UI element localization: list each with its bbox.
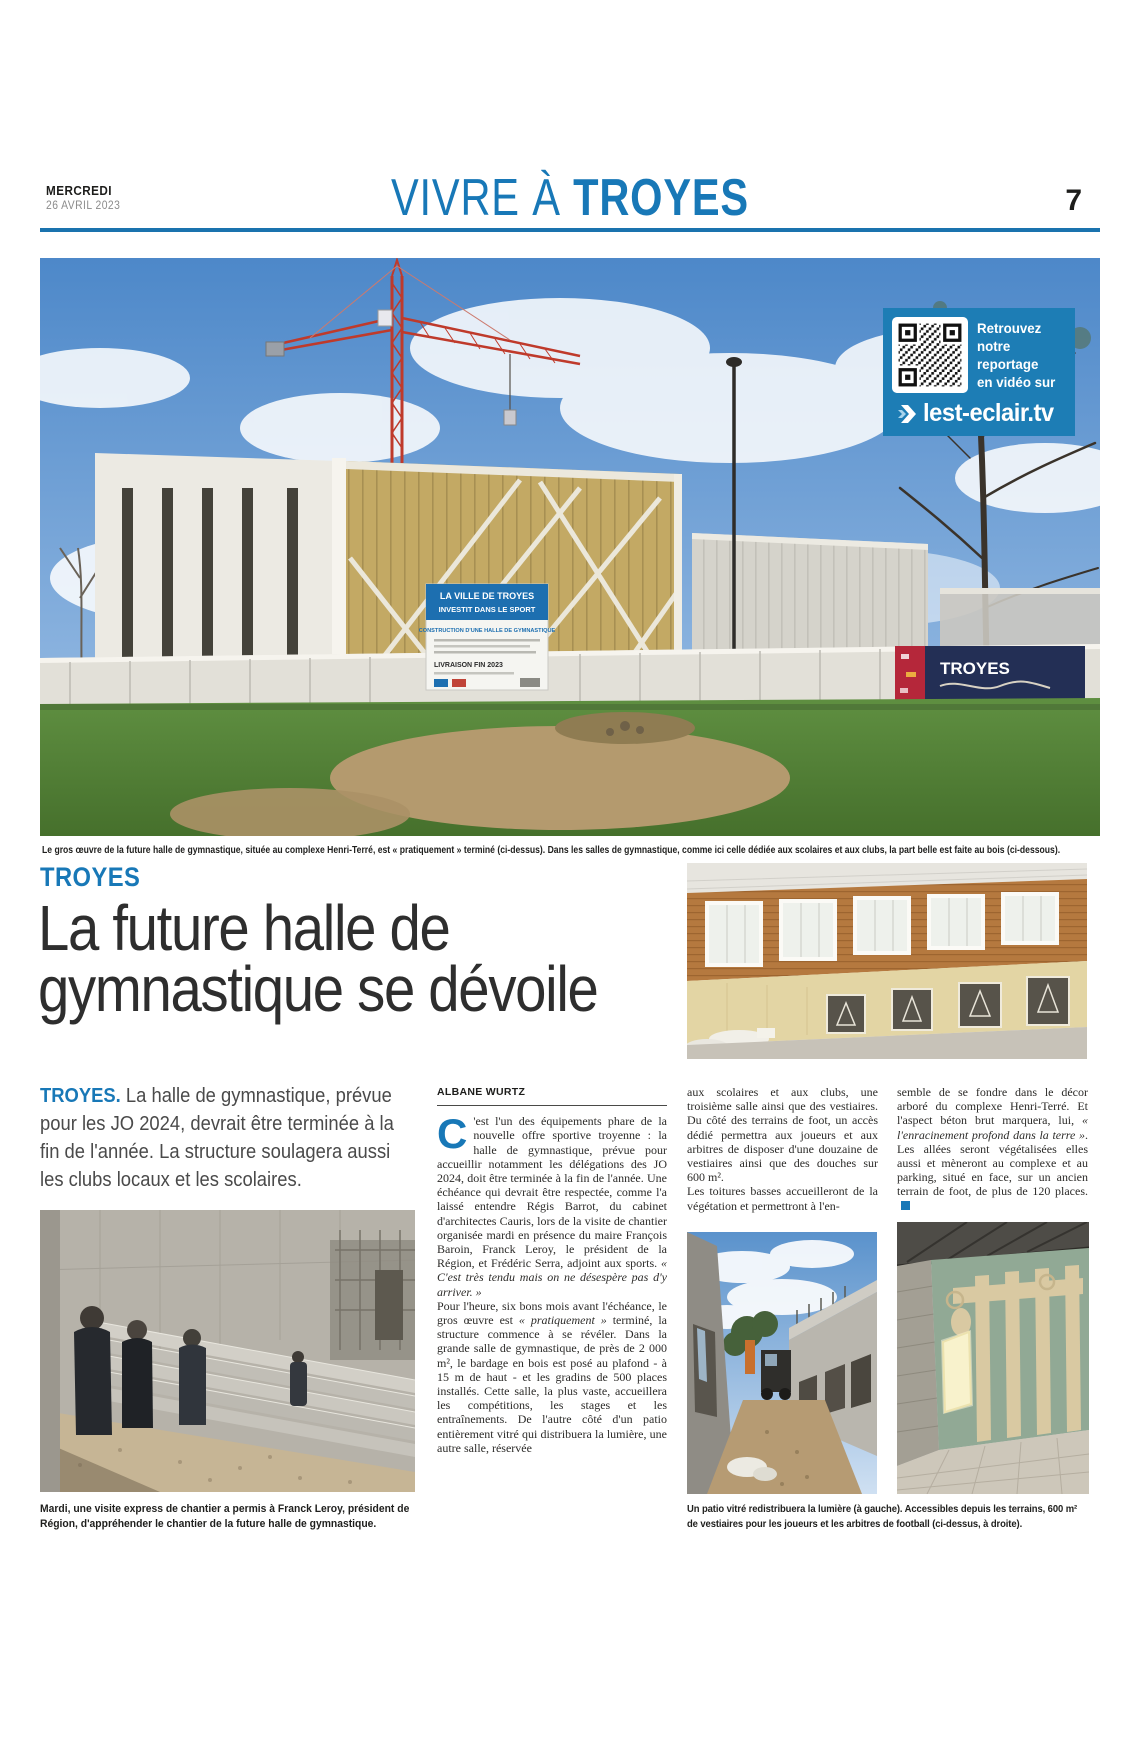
paragraph: aux scolaires et aux clubs, une troisième salle ainsi que des vestiaires. Du côté des terrains de foot, un accès dédié permettra aux joueurs et aux arbitres de disposer d'une douzaine de vestiaires ainsi que des douches sur 600 m². [687, 1085, 878, 1185]
article-column-1 [437, 1085, 667, 1455]
lest-eclair-logo-icon [894, 403, 918, 425]
video-promo-box [883, 308, 1075, 436]
brand-name: lest-eclair.tv [923, 399, 1054, 427]
photo-locker-room [897, 1222, 1089, 1494]
kicker: TROYES [40, 862, 141, 892]
photo-site-visit [40, 1210, 415, 1492]
banner-text: TROYES [940, 659, 1010, 678]
visit-photo-caption: Mardi, une visite express de chantier a permis à Franck Leroy, président de Région, d'appréhender le chantier de la future halle de gymnastique. [40, 1503, 410, 1530]
paragraph: Pour l'heure, six bons mois avant l'échéance, le gros œuvre est « pratiquement » terminé, la structure commence à se révéler. Dans la grande salle de gymnastique, de près de 2 000 m², le bardage en bois est posé au plafond - à 15 m de haut - et les gradins de 500 places installés. Cette salle, la plus vaste, accueillera les compétitions, les stages et les entraînements. De l'autre côté d'un patio entièrement vitré qui distribuera la lumière, une autre salle, réservée [437, 1298, 667, 1455]
sign-title2: INVESTIT DANS LE SPORT [438, 605, 536, 614]
end-mark [901, 1201, 910, 1210]
paragraph: C 'est l'un des équipements phare de la nouvelle offre sportive troyenne : la halle de gymnastique, prévue pour accueillir notamment les délégations des JO 2024, doit être terminée à la fin de l'année. Une échéance qui devrait être respectée, comme l'a laissé entendre Régis Barrot, du cabinet d'architectes Cauris, lors de la visite de chantier organisée mardi en présence du maire François Baroin, Franck Leroy, le président de la Région, et Frédéric Serra, adjoint aux sports. « C'est très tendu mais on ne désespère pas d'y arriver. » [437, 1110, 667, 1299]
article-column-2 [687, 1085, 878, 1213]
lede-text: La halle de gymnastique, prévue pour les JO 2024, devrait être terminée à la fin de l'année. La structure soulagera aussi les clubs locaux et les scolaires. [40, 1085, 394, 1191]
masthead-date: 26 AVRIL 2023 [46, 200, 121, 212]
page-number: 7 [1065, 184, 1082, 217]
qr-code [892, 317, 968, 393]
headline-line1: La future halle de [38, 892, 450, 964]
headline-line2: gymnastique se dévoile [38, 953, 598, 1025]
masthead-dateblock [46, 183, 120, 212]
construction-sign-board [419, 584, 556, 690]
drop-cap: C [437, 1110, 468, 1158]
section-title [114, 169, 1026, 227]
patio-photo-caption: Un patio vitré redistribuera la lumière (à gauche). Accessibles depuis les terrains, 600 m² de vestiaires pour les joueurs et les arbitres de football (ci-dessus, à droite). [687, 1503, 1078, 1530]
masthead-rule [40, 228, 1100, 232]
headline [38, 892, 724, 1025]
video-promo-text: Retrouvez notre reportage en vidéo sur [977, 320, 1056, 390]
lede [40, 1082, 412, 1194]
sign-title1: LA VILLE DE TROYES [439, 591, 535, 601]
photo-gym-interior [687, 863, 1087, 1059]
masthead-day: MERCREDI [46, 183, 113, 198]
section-title-bold: TROYES [573, 169, 749, 227]
article-column-3 [897, 1085, 1088, 1213]
section-title-light: VIVRE À [391, 169, 561, 227]
lede-label: TROYES. [40, 1085, 121, 1107]
photo-construction-site [40, 258, 1100, 836]
byline: ALBANE WURTZ [437, 1085, 667, 1106]
paragraph: semble de se fondre dans le décor arboré du complexe Henri-Terré. Et l'aspect béton brut marquera, lui, « l'enracinement profond dans la terre ». Les allées seront végétalisées elles aussi et mèneront au complexe et au parking, situé en face, sur un ancien terrain de foot, de plus de 120 places. [897, 1085, 1088, 1213]
sign-line1: CONSTRUCTION D'UNE HALLE DE GYMNASTIQUE [418, 628, 556, 634]
paragraph: Les toitures basses accueilleront de la végétation et permettront à l'en- [687, 1184, 878, 1213]
photo-patio [687, 1232, 877, 1494]
main-photo-caption: Le gros œuvre de la future halle de gymnastique, située au complexe Henri-Terré, est « pratiquement » terminé (ci-dessus). Dans les salles de gymnastique, comme ici celle dédiée aux scolaires et aux clubs, la part belle est faite au bois (ci-dessous). [42, 844, 1061, 856]
troyes-banner [895, 646, 1085, 704]
sign-line2: LIVRAISON FIN 2023 [434, 662, 503, 669]
